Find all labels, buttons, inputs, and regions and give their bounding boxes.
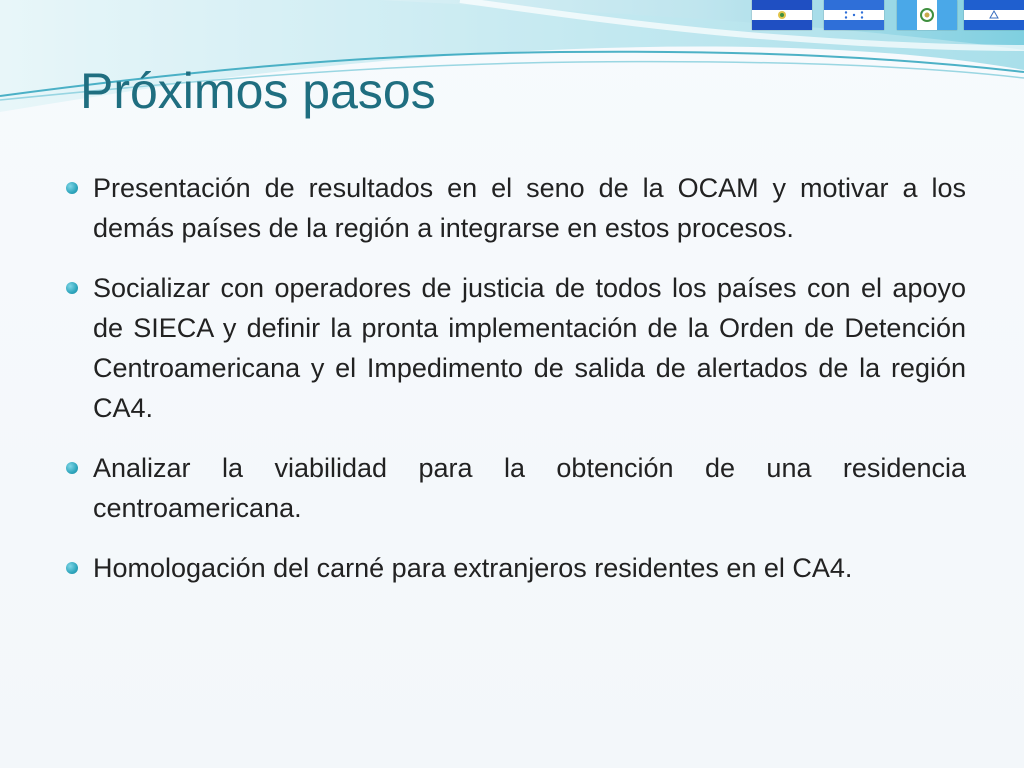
bullet-text: Presentación de resultados en el seno de la OCAM y motivar a los demás países de la región a integrarse en estos procesos. [93,173,966,243]
el-salvador-flag [752,0,812,30]
bullet-text: Homologación del carné para extranjeros residentes en el CA4. [93,553,853,583]
bullet-list [66,168,966,608]
guatemala-flag [897,0,957,30]
bullet-item [66,448,966,528]
slide-title: Próximos pasos [80,63,436,119]
flags-row [752,0,1024,30]
bullet-dot-icon [66,182,78,194]
bullet-dot-icon [66,562,78,574]
honduras-flag [824,0,884,30]
bullet-text: Analizar la viabilidad para la obtención de una residencia centroamericana. [93,453,966,523]
nicaragua-flag [964,0,1024,30]
bullet-item [66,268,966,428]
bullet-dot-icon [66,462,78,474]
bullet-item [66,548,966,588]
bullet-text: Socializar con operadores de justicia de todos los países con el apoyo de SIECA y definir la pronta implementación de la Orden de Detención Centroamericana y el Impedimento de salida de alertados de la región CA4. [93,273,966,423]
bullet-item [66,168,966,248]
bullet-dot-icon [66,282,78,294]
